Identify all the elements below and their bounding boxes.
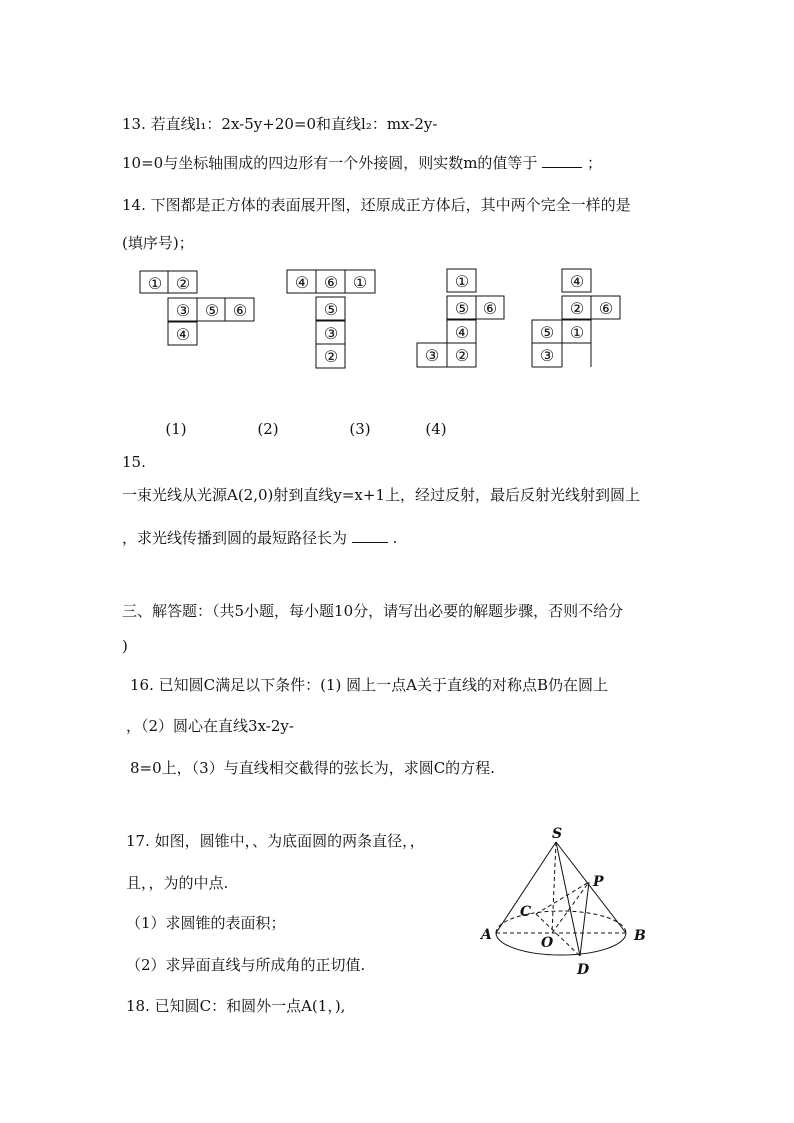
cone-label-a: A [481, 927, 492, 943]
cone-label-s: S [552, 826, 563, 842]
net3-face-1: ⑤ [454, 299, 470, 318]
q13-line2-end: ； [587, 154, 603, 172]
section3-heading-close: ) [122, 637, 128, 655]
q14-line2: (填序号)； [122, 234, 194, 252]
cone-label-d: D [577, 962, 590, 978]
q13-line1: 13. 若直线l₁：2x-5y+20=0和直线l₂：mx-2y- [122, 115, 438, 133]
q16-line1: 16. 已知圆C满足以下条件：(1) 圆上一点A关于直线的对称点B仍在圆上 [130, 676, 608, 694]
net-label-3: (3) [349, 420, 371, 438]
net2-face-4: ③ [323, 324, 339, 343]
net4-face-4: ① [569, 323, 585, 342]
q15-line2 [122, 528, 397, 548]
net-label-2: (2) [257, 420, 279, 438]
net1-face-4: ⑥ [232, 301, 248, 320]
q13-line2-text: 10=0与坐标轴围成的四边形有一个外接圆，则实数m的值等于 [122, 154, 538, 172]
q15-number: 15. [122, 453, 146, 471]
q16-line3: 8=0上，（3）与直线相交截得的弦长为，求圆C的方程. [130, 759, 495, 777]
q14-line1: 14. 下图都是正方体的表面展开图，还原成正方体后，其中两个完全一样的是 [122, 196, 631, 214]
q15-line1: 一束光线从光源A(2,0)射到直线y=x+1上，经过反射，最后反射光线射到圆上 [122, 486, 641, 504]
net1-face-2: ③ [175, 301, 191, 320]
net2-face-2: ① [352, 273, 368, 292]
net2-face-1: ⑥ [323, 273, 339, 292]
net3-face-5: ② [454, 346, 470, 365]
net1-face-3: ⑤ [204, 301, 220, 320]
q15-line2-end: . [392, 529, 398, 547]
net4-face-2: ⑥ [598, 299, 614, 318]
q15-line2-text: ，求光线传播到圆的最短路径长为 [122, 529, 348, 547]
net2-face-5: ② [323, 347, 339, 366]
q17-part1: （1）求圆锥的表面积； [126, 914, 286, 932]
cone-label-o: O [541, 935, 554, 951]
cone-figure [470, 820, 670, 985]
q16-line2: ，（2）圆心在直线3x-2y- [126, 717, 294, 735]
net-label-1: (1) [165, 420, 187, 438]
section3-heading: 三、解答题：（共5小题，每小题10分，请写出必要的解题步骤，否则不给分 [122, 602, 624, 620]
cube-nets-figure [0, 0, 794, 460]
net4-face-0: ④ [569, 272, 585, 291]
q18-line1: 18. 已知圆C：和圆外一点A(1，), [126, 997, 346, 1015]
net2-face-3: ⑤ [323, 300, 339, 319]
cone-label-p: P [593, 874, 604, 890]
net1-face-0: ① [147, 274, 163, 293]
cone-label-c: C [520, 904, 532, 920]
net3-face-3: ④ [454, 323, 470, 342]
net2-face-0: ④ [294, 273, 310, 292]
net3-face-0: ① [454, 272, 470, 291]
net-label-4: (4) [425, 420, 447, 438]
q15-answer-blank [352, 528, 388, 543]
net1-face-1: ② [175, 274, 191, 293]
q17-line1: 17. 如图，圆锥中，、为底面圆的两条直径，， [126, 832, 425, 850]
cone-label-b: B [634, 928, 646, 944]
net4-face-3: ⑤ [539, 323, 555, 342]
net4-face-5: ③ [539, 346, 555, 365]
net4-face-1: ② [569, 299, 585, 318]
q17-line2: 且，，为的中点. [126, 874, 229, 892]
q17-part2: （2）求异面直线与所成角的正切值. [126, 956, 366, 974]
net3-face-4: ③ [424, 346, 440, 365]
net1-face-5: ④ [175, 325, 191, 344]
net3-face-2: ⑥ [482, 299, 498, 318]
